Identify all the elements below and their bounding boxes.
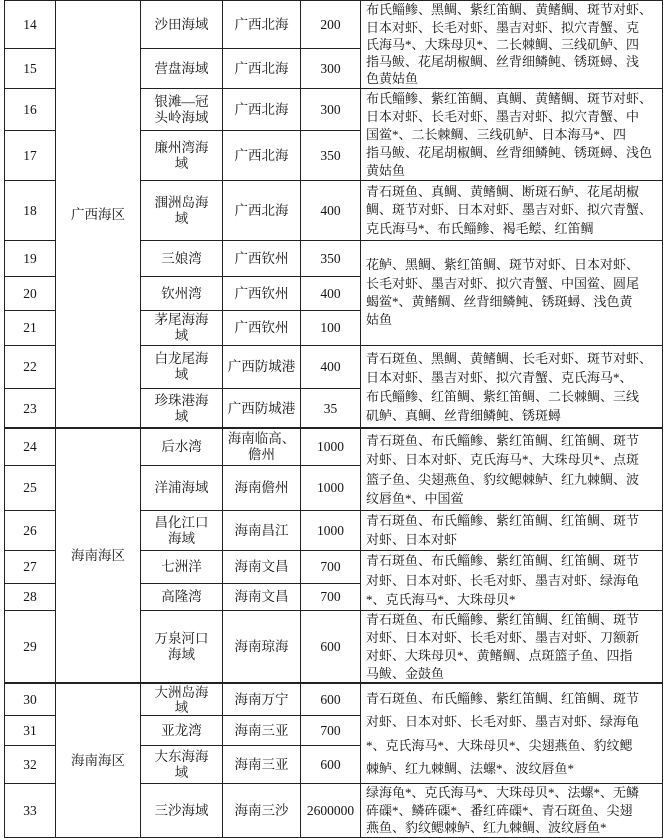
species-cell: 布氏鲻鲹、黑鲷、紫红笛鲷、黄鳍鲷、斑节对虾、 日本对虾、长毛对虾、墨吉对虾、拟穴青蟹、克 氏海马*、大珠母贝*、二长棘鲷、三线矶鲈、四 指马鲅、花尾胡椒鲷、丝背细鳞鲀、锈斑蟳、浅 色黄姑鱼 xyxy=(361,1,663,89)
area-size-cell: 1000 xyxy=(301,429,361,466)
row-number-cell: 27 xyxy=(5,551,56,584)
area-size-cell: 400 xyxy=(301,181,361,241)
row-number-cell: 29 xyxy=(5,611,56,684)
area-size-cell: 600 xyxy=(301,611,361,684)
location-cell: 海南临高、 儋州 xyxy=(223,429,301,466)
species-cell: 青石斑鱼、布氏鲻鲹、紫红笛鲷、红笛鲷、斑节 对虾、日本对虾、克氏海马*、大珠母贝*、点斑 篮子鱼、尖翅燕鱼、豹纹鳃棘鲈、红九棘鲷、波 纹唇鱼*、中国鲎 xyxy=(361,429,663,511)
region-cell: 海南海区 xyxy=(56,684,141,838)
area-size-cell: 300 xyxy=(301,89,361,131)
location-cell: 广西防城港 xyxy=(223,389,301,429)
sea-area-name-cell: 大东海海 域 xyxy=(141,746,223,784)
area-size-cell: 400 xyxy=(301,346,361,389)
location-cell: 海南昌江 xyxy=(223,511,301,551)
sea-area-name-cell: 沙田海域 xyxy=(141,1,223,49)
location-cell: 海南三亚 xyxy=(223,746,301,784)
location-cell: 广西钦州 xyxy=(223,277,301,311)
sea-area-name-cell: 三娘湾 xyxy=(141,241,223,277)
sea-area-name-cell: 银滩—冠 头岭海域 xyxy=(141,89,223,131)
row-number-cell: 17 xyxy=(5,131,56,181)
species-cell: 花鲈、黑鲷、紫红笛鲷、斑节对虾、日本对虾、 长毛对虾、墨吉对虾、拟穴青蟹、中国鲎、圆尾 蝎鲎*、黄鳍鲷、丝背细鳞鲀、锈斑蟳、浅色黄 姑鱼 xyxy=(361,241,663,346)
sea-area-name-cell: 营盘海域 xyxy=(141,49,223,89)
row-number-cell: 23 xyxy=(5,389,56,429)
row-number-cell: 16 xyxy=(5,89,56,131)
location-cell: 广西北海 xyxy=(223,49,301,89)
row-number-cell: 18 xyxy=(5,181,56,241)
species-cell: 青石斑鱼、布氏鲻鲹、紫红笛鲷、红笛鲷、斑节 对虾、日本对虾、长毛对虾、墨吉对虾、绿海龟 *、克氏海马*、大珠母贝* xyxy=(361,551,663,611)
area-size-cell: 2600000 xyxy=(301,784,361,838)
sea-area-name-cell: 高隆湾 xyxy=(141,584,223,611)
section-divider xyxy=(4,427,663,429)
sea-area-name-cell: 涠洲岛海 域 xyxy=(141,181,223,241)
sea-area-name-cell: 茅尾海海 域 xyxy=(141,311,223,346)
area-size-cell: 400 xyxy=(301,277,361,311)
region-cell: 广西海区 xyxy=(56,1,141,429)
sea-area-name-cell: 珍珠港海 域 xyxy=(141,389,223,429)
sea-area-name-cell: 廉州湾海 域 xyxy=(141,131,223,181)
sea-area-name-cell: 亚龙湾 xyxy=(141,716,223,746)
area-size-cell: 350 xyxy=(301,131,361,181)
row-number-cell: 14 xyxy=(5,1,56,49)
row-number-cell: 22 xyxy=(5,346,56,389)
sea-area-name-cell: 白龙尾海 域 xyxy=(141,346,223,389)
species-cell: 绿海龟*、克氏海马*、大珠母贝*、法螺*、无鳞 砗磲*、鳞砗磲*、番红砗磲*、青石斑鱼、尖翅 燕鱼、豹纹鳃棘鲈、红九棘鲷、波纹唇鱼* xyxy=(361,784,663,838)
location-cell: 海南文昌 xyxy=(223,584,301,611)
sea-area-name-cell: 三沙海域 xyxy=(141,784,223,838)
species-cell: 布氏鲻鲹、紫红笛鲷、真鲷、黄鳍鲷、斑节对虾、 日本对虾、长毛对虾、墨吉对虾、拟穴青蟹、中 国鲎*、二长棘鲷、三线矶鲈、日本海马*、四 指马鲅、花尾胡椒鲷、丝背细鳞鲀、锈斑蟳、浅色 黄姑鱼 xyxy=(361,89,663,181)
sea-area-name-cell: 万泉河口 海域 xyxy=(141,611,223,684)
row-number-cell: 30 xyxy=(5,684,56,716)
row-number-cell: 25 xyxy=(5,466,56,511)
row-number-cell: 33 xyxy=(5,784,56,838)
sea-area-name-cell: 钦州湾 xyxy=(141,277,223,311)
location-cell: 海南三亚 xyxy=(223,716,301,746)
location-cell: 广西钦州 xyxy=(223,311,301,346)
row-number-cell: 20 xyxy=(5,277,56,311)
row-number-cell: 26 xyxy=(5,511,56,551)
row-number-cell: 24 xyxy=(5,429,56,466)
species-cell: 青石斑鱼、布氏鲻鲹、紫红笛鲷、红笛鲷、斑节 对虾、日本对虾、长毛对虾、墨吉对虾、绿海龟 *、克氏海马*、大珠母贝*、尖翅燕鱼、豹纹鳃 棘鲈、红九棘鲷、法螺*、波纹唇鱼* xyxy=(361,684,663,784)
data-table xyxy=(4,0,663,838)
area-size-cell: 35 xyxy=(301,389,361,429)
area-size-cell: 700 xyxy=(301,716,361,746)
location-cell: 广西防城港 xyxy=(223,346,301,389)
location-cell: 广西北海 xyxy=(223,131,301,181)
row-number-cell: 28 xyxy=(5,584,56,611)
species-cell: 青石斑鱼、布氏鲻鲹、紫红笛鲷、红笛鲷、斑节 对虾、日本对虾 xyxy=(361,511,663,551)
row-number-cell: 31 xyxy=(5,716,56,746)
species-cell: 青石斑鱼、布氏鲻鲹、紫红笛鲷、红笛鲷、斑节 对虾、日本对虾、长毛对虾、墨吉对虾、刀额新 对虾、大珠母贝*、黄鳍鲷、点斑篮子鱼、四指 马鲅、金鼓鱼 xyxy=(361,611,663,684)
row-number-cell: 15 xyxy=(5,49,56,89)
area-size-cell: 1000 xyxy=(301,466,361,511)
location-cell: 海南三沙 xyxy=(223,784,301,838)
location-cell: 海南文昌 xyxy=(223,551,301,584)
sea-area-name-cell: 洋浦海域 xyxy=(141,466,223,511)
row-number-cell: 19 xyxy=(5,241,56,277)
area-size-cell: 350 xyxy=(301,241,361,277)
area-size-cell: 700 xyxy=(301,551,361,584)
area-size-cell: 700 xyxy=(301,584,361,611)
sea-area-name-cell: 后水湾 xyxy=(141,429,223,466)
sea-area-name-cell: 大洲岛海 域 xyxy=(141,684,223,716)
area-size-cell: 1000 xyxy=(301,511,361,551)
location-cell: 海南万宁 xyxy=(223,684,301,716)
species-cell: 青石斑鱼、黑鲷、黄鳍鲷、长毛对虾、斑节对虾、 日本对虾、墨吉对虾、拟穴青蟹、克氏海马*、 布氏鲻鲹、红笛鲷、紫红笛鲷、二长棘鲷、三线 矶鲈、真鲷、丝背细鳞鲀、锈斑蟳 xyxy=(361,346,663,429)
region-cell: 海南海区 xyxy=(56,429,141,684)
area-size-cell: 300 xyxy=(301,49,361,89)
row-number-cell: 32 xyxy=(5,746,56,784)
species-cell: 青石斑鱼、真鲷、黄鳍鲷、断斑石鲈、花尾胡椒 鲷、斑节对虾、日本对虾、墨吉对虾、拟穴青蟹、 克氏海马*、布氏鲻鲹、褐毛鲿、红笛鲷 xyxy=(361,181,663,241)
area-size-cell: 100 xyxy=(301,311,361,346)
location-cell: 海南琼海 xyxy=(223,611,301,684)
location-cell: 广西北海 xyxy=(223,89,301,131)
area-size-cell: 600 xyxy=(301,684,361,716)
location-cell: 广西北海 xyxy=(223,1,301,49)
location-cell: 广西北海 xyxy=(223,181,301,241)
location-cell: 广西钦州 xyxy=(223,241,301,277)
row-number-cell: 21 xyxy=(5,311,56,346)
section-divider xyxy=(4,682,663,684)
location-cell: 海南儋州 xyxy=(223,466,301,511)
area-size-cell: 200 xyxy=(301,1,361,49)
area-size-cell: 600 xyxy=(301,746,361,784)
sea-area-name-cell: 七洲洋 xyxy=(141,551,223,584)
sea-area-name-cell: 昌化江口 海域 xyxy=(141,511,223,551)
